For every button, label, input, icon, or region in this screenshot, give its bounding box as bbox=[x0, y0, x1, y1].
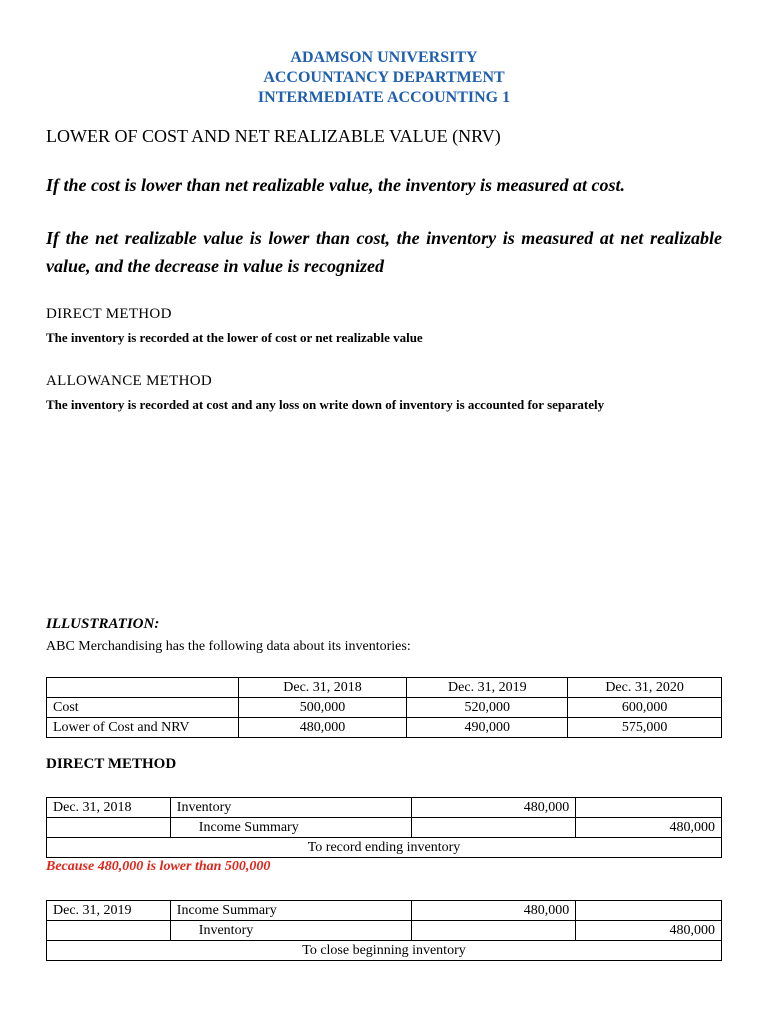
journal-empty-cell bbox=[47, 818, 171, 838]
journal-entry-2019 bbox=[46, 900, 722, 961]
explanation-note: Because 480,000 is lower than 500,000 bbox=[46, 859, 271, 874]
table-header-cell bbox=[47, 678, 239, 698]
journal-empty-cell bbox=[576, 901, 722, 921]
table-row bbox=[47, 698, 722, 718]
journal-empty-cell bbox=[412, 818, 576, 838]
allowance-method-heading: ALLOWANCE METHOD bbox=[46, 373, 213, 389]
table-header-cell: Dec. 31, 2019 bbox=[407, 678, 568, 698]
journal-explanation: To record ending inventory bbox=[47, 838, 722, 858]
table-cell: Lower of Cost and NRV bbox=[47, 718, 239, 738]
allowance-method-text: The inventory is recorded at cost and any loss on write down of inventory is accounted for separately bbox=[46, 397, 605, 412]
table-header-cell: Dec. 31, 2018 bbox=[238, 678, 407, 698]
table-cell: 500,000 bbox=[238, 698, 407, 718]
journal-entry-2018 bbox=[46, 797, 722, 858]
table-cell: 480,000 bbox=[238, 718, 407, 738]
table-cell: 600,000 bbox=[568, 698, 722, 718]
journal-explanation-row bbox=[47, 838, 722, 858]
table-header-row bbox=[47, 678, 722, 698]
direct-method-text: The inventory is recorded at the lower of cost or net realizable value bbox=[46, 330, 423, 345]
page-title: LOWER OF COST AND NET REALIZABLE VALUE (NRV) bbox=[46, 126, 501, 146]
journal-debit-row bbox=[47, 798, 722, 818]
journal-credit-row bbox=[47, 818, 722, 838]
journal-credit-account: Inventory bbox=[170, 921, 412, 941]
journal-credit-account: Income Summary bbox=[170, 818, 412, 838]
table-cell: 575,000 bbox=[568, 718, 722, 738]
direct-method-heading: DIRECT METHOD bbox=[46, 306, 172, 322]
table-cell: 490,000 bbox=[407, 718, 568, 738]
journal-explanation: To close beginning inventory bbox=[47, 941, 722, 961]
journal-debit-account: Income Summary bbox=[170, 901, 412, 921]
journal-empty-cell bbox=[576, 798, 722, 818]
table-row bbox=[47, 718, 722, 738]
journal-empty-cell bbox=[47, 921, 171, 941]
rule-nrv-lower: If the net realizable value is lower than cost, the inventory is measured at net realizable value, and the decrease in value is recognized bbox=[46, 228, 722, 276]
direct-method-example-heading: DIRECT METHOD bbox=[46, 756, 177, 772]
journal-credit-row bbox=[47, 921, 722, 941]
illustration-text: ABC Merchandising has the following data about its inventories: bbox=[46, 639, 411, 654]
journal-date: Dec. 31, 2019 bbox=[47, 901, 171, 921]
journal-debit-amount: 480,000 bbox=[412, 798, 576, 818]
journal-credit-amount: 480,000 bbox=[576, 921, 722, 941]
table-header-cell: Dec. 31, 2020 bbox=[568, 678, 722, 698]
table-cell: 520,000 bbox=[407, 698, 568, 718]
inventory-table bbox=[46, 677, 722, 738]
department-name: ACCOUNTANCY DEPARTMENT bbox=[263, 69, 505, 86]
journal-debit-row bbox=[47, 901, 722, 921]
table-cell: Cost bbox=[47, 698, 239, 718]
journal-explanation-row bbox=[47, 941, 722, 961]
university-name: ADAMSON UNIVERSITY bbox=[290, 49, 478, 66]
journal-empty-cell bbox=[412, 921, 576, 941]
course-name: INTERMEDIATE ACCOUNTING 1 bbox=[257, 89, 511, 106]
journal-credit-amount: 480,000 bbox=[576, 818, 722, 838]
illustration-heading: ILLUSTRATION: bbox=[46, 616, 160, 632]
journal-date: Dec. 31, 2018 bbox=[47, 798, 171, 818]
journal-debit-amount: 480,000 bbox=[412, 901, 576, 921]
journal-debit-account: Inventory bbox=[170, 798, 412, 818]
rule-cost-lower: If the cost is lower than net realizable value, the inventory is measured at cost. bbox=[46, 175, 626, 195]
